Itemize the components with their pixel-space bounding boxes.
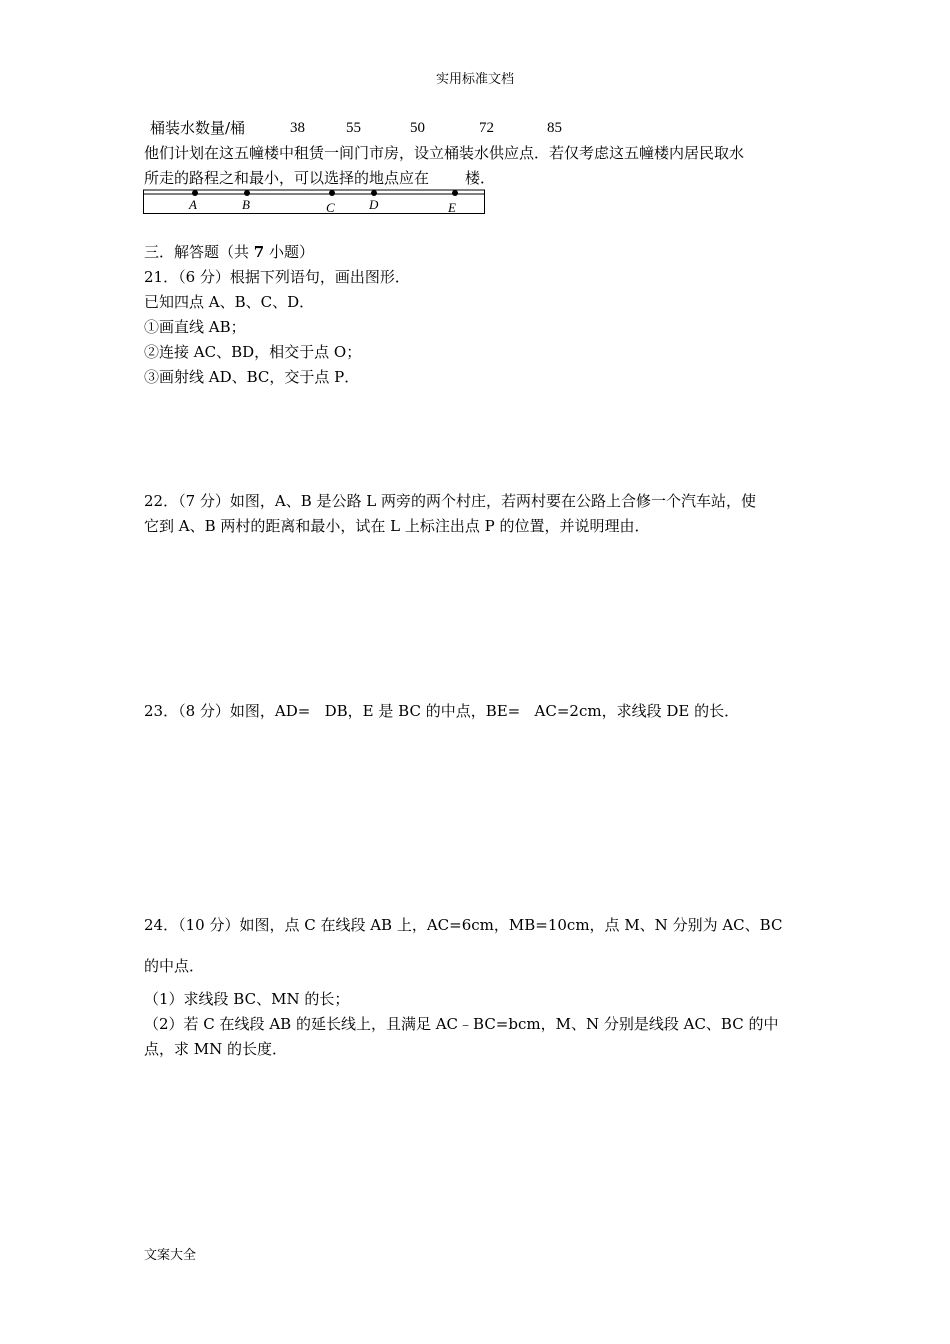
q24-part-2-line-2: 点，求 MN 的长度． bbox=[144, 1040, 288, 1058]
point-e-dot bbox=[452, 190, 458, 196]
table-value-1: 38 bbox=[290, 120, 305, 136]
point-b-dot bbox=[244, 190, 250, 196]
q20-line-2-text: 所走的路程之和最小，可以选择的地点应在 bbox=[144, 169, 430, 187]
building-line-figure bbox=[143, 187, 485, 215]
q20-line-2 bbox=[144, 168, 495, 188]
q21-item-1: ①画直线 AB； bbox=[144, 318, 246, 336]
q21-title: 21．（6 分）根据下列语句，画出图形． bbox=[144, 268, 410, 286]
q21-item-2: ②连接 AC、BD，相交于点 O； bbox=[144, 343, 362, 361]
q22-line-2: 它到 A、B 两村的距离和最小，试在 L 上标注出点 P 的位置，并说明理由． bbox=[144, 517, 650, 535]
section-3-prefix: 三．解答题（共 bbox=[144, 243, 254, 261]
table-value-3: 50 bbox=[410, 120, 425, 136]
point-c-dot bbox=[329, 190, 335, 196]
point-b-label: B bbox=[242, 197, 250, 212]
q23-text: 23．（8 分）如图，AD= DB，E 是 BC 的中点，BE= AC=2cm，求线段 DE 的长． bbox=[144, 702, 740, 720]
table-label: 桶装水数量/桶 bbox=[150, 119, 246, 137]
table-value-2: 55 bbox=[346, 120, 361, 136]
section-3-suffix: 小题） bbox=[264, 243, 314, 261]
q21-given: 已知四点 A、B、C、D． bbox=[144, 293, 315, 311]
q20-line-2-end: 楼． bbox=[465, 169, 496, 187]
point-a-label: A bbox=[189, 197, 197, 212]
q22-line-1: 22．（7 分）如图，A、B 是公路 L 两旁的两个村庄，若两村要在公路上合修一个汽车站，使 bbox=[144, 492, 757, 510]
table-value-5: 85 bbox=[547, 120, 562, 136]
point-d-dot bbox=[371, 190, 377, 196]
point-a-dot bbox=[192, 190, 198, 196]
q24-part-2-line-1: （2）若 C 在线段 AB 的延长线上，且满足 AC﹣BC=bcm，M、N 分别是线段 AC、BC 的中 bbox=[144, 1015, 779, 1033]
page-footer: 文案大全 bbox=[144, 1248, 197, 1263]
q21-item-3: ③画射线 AD、BC，交于点 P． bbox=[144, 368, 360, 386]
q24-line-1: 24．（10 分）如图，点 C 在线段 AB 上，AC=6cm，MB=10cm，点 M、N 分别为 AC、BC bbox=[144, 916, 783, 934]
q24-line-2: 的中点． bbox=[144, 957, 205, 975]
point-d-label: D bbox=[369, 197, 379, 212]
section-3-count: 7 bbox=[253, 243, 265, 261]
section-3-heading bbox=[144, 242, 314, 262]
point-c-label: C bbox=[326, 200, 335, 215]
table-value-4: 72 bbox=[479, 120, 494, 136]
point-e-label: E bbox=[448, 200, 456, 215]
q20-line-1: 他们计划在这五幢楼中租赁一间门市房，设立桶装水供应点．若仅考虑这五幢楼内居民取水 bbox=[144, 144, 745, 162]
q24-part-1: （1）求线段 BC、MN 的长； bbox=[144, 990, 350, 1008]
page-header: 实用标准文档 bbox=[435, 72, 514, 87]
